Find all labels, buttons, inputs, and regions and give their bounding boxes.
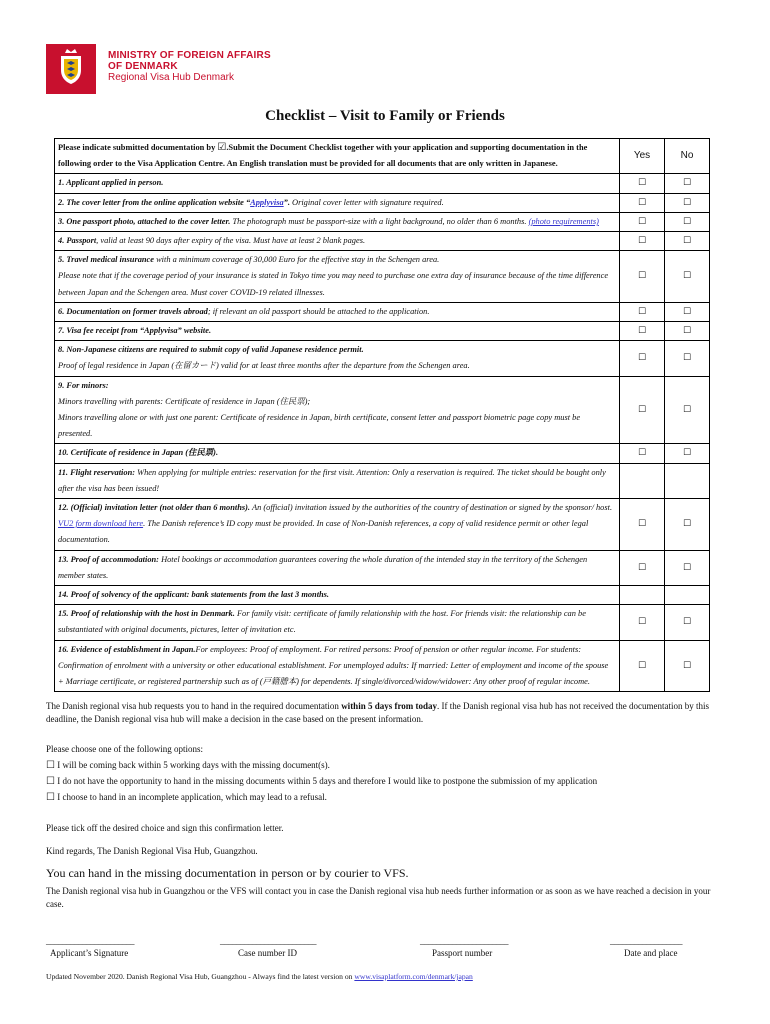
yes-checkbox-6[interactable]: ☐: [620, 302, 665, 321]
row-5: [55, 251, 620, 303]
table-row: [55, 550, 710, 585]
yes-cell-14: [620, 586, 665, 605]
yes-checkbox-4[interactable]: ☐: [620, 232, 665, 251]
row11-b: When applying for multiple entries: reservation for the first visit. Attention: Only a reservation is required. The ticket should be bought only after the visa has been issued!: [58, 467, 606, 493]
yes-checkbox-13[interactable]: ☐: [620, 550, 665, 585]
no-checkbox-15[interactable]: ☐: [665, 605, 710, 640]
table-row: [55, 605, 710, 640]
table-row: [55, 341, 710, 376]
vu2-form-link[interactable]: VU2 form download here: [58, 519, 144, 529]
row16-b: For employees: Proof of employment. For retired persons: Proof of pension or other regular income. For students: Confirmation of enrolment with a university or other educational establishment. For unemployed adults: If married: Letter of employment and income of the spouse + Marriage certificate, or registered partnership such as of (戸籍謄本) for dependents. If single/divorced/widow/widower: Any other proof of regular income.: [58, 644, 609, 687]
row16-a: 16. Evidence of establishment in Japan.: [58, 644, 196, 654]
photo-requirements-link[interactable]: (photo requirements): [528, 216, 599, 226]
row2-b: ”.: [283, 197, 290, 207]
row6-a: 6. Documentation on former travels abroad: [58, 306, 208, 316]
no-checkbox-3[interactable]: ☐: [665, 212, 710, 231]
no-checkbox-12[interactable]: ☐: [665, 499, 710, 551]
table-row: [55, 232, 710, 251]
yes-checkbox-8[interactable]: ☐: [620, 341, 665, 376]
options-intro: Please choose one of the following options:: [46, 744, 203, 754]
footer-link[interactable]: www.visaplatform.com/denmark/japan: [354, 972, 473, 981]
courier-text: The Danish regional visa hub in Guangzhou or the VFS will contact you in case the Danish regional visa hub needs further information or as soon as we have reached a decision in your case.: [46, 886, 711, 909]
option-3-checkbox[interactable]: ☐: [46, 792, 55, 803]
row-16: [55, 640, 620, 692]
no-checkbox-16[interactable]: ☐: [665, 640, 710, 692]
table-row: [55, 302, 710, 321]
yes-checkbox-5[interactable]: ☐: [620, 251, 665, 303]
option-3-label: I choose to hand in an incomplete application, which may lead to a refusal.: [54, 792, 327, 802]
intro-cell: [55, 139, 620, 174]
yes-checkbox-16[interactable]: ☐: [620, 640, 665, 692]
table-row: [55, 376, 710, 444]
row4-a: 4. Passport: [58, 236, 97, 246]
no-checkbox-4[interactable]: ☐: [665, 232, 710, 251]
ministry-line2: OF DENMARK: [108, 61, 178, 72]
row15-b: For family visit: certificate of family relationship with the host. For friends visit: the relationship can be substantiated with original documents, pictures, letter of invitation etc.: [58, 609, 586, 635]
row2-a: 2. The cover letter from the online application website “: [58, 197, 251, 207]
row2-c: Original cover letter with signature required.: [289, 197, 444, 207]
row-1: 1. Applicant applied in person.: [55, 174, 620, 193]
option-2-checkbox[interactable]: ☐: [46, 776, 55, 787]
row12-c: . The Danish reference’s ID copy must be provided. In case of Non-Danish references, a copy of valid residence permit or other legal documentation.: [58, 519, 589, 545]
table-row: [55, 322, 710, 341]
row-13: [55, 550, 620, 585]
option-3[interactable]: [46, 791, 726, 804]
row-15: [55, 605, 620, 640]
row-7: 7. Visa fee receipt from “Applyvisa” website.: [55, 322, 620, 341]
table-header-row: [55, 139, 710, 174]
kind-regards: Kind regards, The Danish Regional Visa Hub, Guangzhou.: [46, 846, 258, 856]
passport-number-line[interactable]: ______________________: [420, 936, 508, 946]
table-row: [55, 499, 710, 551]
check-icon: ☑: [217, 142, 227, 153]
row13-b: Hotel bookings or accommodation guarantees covering the whole duration of the intended stay in the territory of the Schengen member states.: [58, 554, 588, 580]
no-checkbox-2[interactable]: ☐: [665, 193, 710, 212]
intro-pre: Please indicate submitted documentation by: [58, 143, 218, 152]
row-12: [55, 499, 620, 551]
notice-a: The Danish regional visa hub requests you to hand in the required documentation: [46, 701, 342, 711]
row12-a: 12. (Official) invitation letter (not older than 6 months).: [58, 503, 251, 513]
applicant-signature-label: Applicant’s Signature: [50, 948, 129, 958]
yes-checkbox-3[interactable]: ☐: [620, 212, 665, 231]
yes-checkbox-7[interactable]: ☐: [620, 322, 665, 341]
row5-c: Please note that if the coverage period of your insurance is stated in Tokyo time you may need to purchase one extra day of insurance because of the time difference between Japan and the Schengen area. Must cover COVID-19 related illnesses.: [58, 271, 609, 297]
option-1-label: I will be coming back within 5 working days with the missing document(s).: [54, 760, 330, 770]
row9-a: 9. For minors:: [58, 380, 109, 390]
table-row: [55, 444, 710, 463]
notice-deadline: within 5 days from today: [341, 701, 438, 711]
yes-checkbox-2[interactable]: ☐: [620, 193, 665, 212]
no-checkbox-10[interactable]: ☐: [665, 444, 710, 463]
row-3: [55, 212, 620, 231]
table-row: [55, 212, 710, 231]
row15-a: 15. Proof of relationship with the host in Denmark.: [58, 609, 235, 619]
option-1[interactable]: [46, 759, 726, 772]
row-10: 10. Certificate of residence in Japan (住民票).: [55, 444, 620, 463]
courier-heading: You can hand in the missing documentation in person or by courier to VFS.: [46, 866, 409, 880]
coat-of-arms-logo: [46, 44, 96, 94]
yes-checkbox-9[interactable]: ☐: [620, 376, 665, 444]
yes-cell-11: [620, 463, 665, 498]
yes-checkbox-15[interactable]: ☐: [620, 605, 665, 640]
no-checkbox-1[interactable]: ☐: [665, 174, 710, 193]
row9-c: Minors travelling alone or with just one parent: Certificate of residence in Japan, birth certificate, consent letter and passport biometric page copy must be presented.: [58, 413, 581, 439]
row4-b: , valid at least 90 days after expiry of the visa. Must have at least 2 blank pages.: [96, 236, 366, 246]
date-place-label: Date and place: [624, 948, 678, 958]
row-4: [55, 232, 620, 251]
row-14: 14. Proof of solvency of the applicant: bank statements from the last 3 months.: [55, 586, 620, 605]
no-header: No: [665, 139, 710, 174]
intro-post: .Submit the Document Checklist together with your application and supporting documentation in the following order to the Visa Application Centre. An English translation must be provided for all documents that are only written in Japanese.: [58, 143, 588, 169]
passport-number-label: Passport number: [432, 948, 493, 958]
table-row: [55, 586, 710, 605]
ministry-line3: Regional Visa Hub Denmark: [108, 72, 234, 83]
case-number-line[interactable]: ________________________: [220, 936, 316, 946]
yes-checkbox-12[interactable]: ☐: [620, 499, 665, 551]
row3-a: 3. One passport photo, attached to the cover letter.: [58, 216, 231, 226]
no-cell-11: [665, 463, 710, 498]
no-checkbox-6[interactable]: ☐: [665, 302, 710, 321]
no-checkbox-8[interactable]: ☐: [665, 341, 710, 376]
row11-a: 11. Flight reservation:: [58, 467, 136, 477]
date-place-line[interactable]: __________________: [610, 936, 682, 946]
applyvisa-link[interactable]: Applyvisa: [250, 197, 284, 207]
header: [46, 44, 271, 94]
footer: [46, 972, 473, 981]
checklist-table: [54, 138, 710, 692]
notice-c: . If the Danish regional visa hub has not received the documentation by this deadline, the Danish regional visa hub will make a decision in the case based on the present information.: [46, 701, 709, 724]
case-number-label: Case number ID: [238, 948, 297, 958]
row-6: [55, 302, 620, 321]
no-checkbox-5[interactable]: ☐: [665, 251, 710, 303]
no-cell-14: [665, 586, 710, 605]
row-8: [55, 341, 620, 376]
row12-b: An (official) invitation issued by the authorities of the country of destination or signed by the sponsor/ host.: [250, 503, 613, 513]
footer-text: Updated November 2020. Danish Regional Visa Hub, Guangzhou - Always find the latest version on: [46, 972, 355, 981]
no-checkbox-9[interactable]: ☐: [665, 376, 710, 444]
row13-a: 13. Proof of accommodation:: [58, 554, 159, 564]
yes-checkbox-10[interactable]: ☐: [620, 444, 665, 463]
table-row: [55, 640, 710, 692]
no-checkbox-7[interactable]: ☐: [665, 322, 710, 341]
row5-a: 5. Travel medical insurance: [58, 255, 154, 265]
ministry-line1: MINISTRY OF FOREIGN AFFAIRS: [108, 50, 271, 61]
row5-b: with a minimum coverage of 30,000 Euro for the effective stay in the Schengen area.: [154, 255, 440, 265]
row8-a: 8. Non-Japanese citizens are required to submit copy of valid Japanese residence permit.: [58, 345, 364, 355]
signature-line[interactable]: ______________________: [46, 936, 134, 946]
row-9: [55, 376, 620, 444]
row8-b: Proof of legal residence in Japan (在留カード) valid for at least three months after the departure from the Schengen area.: [58, 361, 470, 371]
row-11: [55, 463, 620, 498]
row9-b: Minors travelling with parents: Certificate of residence in Japan (住民票);: [58, 396, 311, 406]
page-title: Checklist – Visit to Family or Friends: [265, 108, 505, 124]
row3-b: The photograph must be passport-size with a light background, no older than 6 months.: [230, 216, 527, 226]
tick-instruction: Please tick off the desired choice and sign this confirmation letter.: [46, 823, 284, 833]
table-row: [55, 193, 710, 212]
row-2: [55, 193, 620, 212]
yes-header: Yes: [620, 139, 665, 174]
option-2[interactable]: [46, 775, 726, 788]
no-checkbox-13[interactable]: ☐: [665, 550, 710, 585]
ministry-name: [108, 50, 271, 83]
option-1-checkbox[interactable]: ☐: [46, 760, 55, 771]
table-row: [55, 174, 710, 193]
deadline-notice: [46, 700, 726, 726]
option-2-label: I do not have the opportunity to hand in the missing documents within 5 days and therefore I would like to postpone the submission of my application: [54, 776, 598, 786]
row6-b: ; if relevant an old passport should be attached to the application.: [207, 306, 430, 316]
table-row: [55, 463, 710, 498]
table-row: [55, 251, 710, 303]
yes-checkbox-1[interactable]: ☐: [620, 174, 665, 193]
